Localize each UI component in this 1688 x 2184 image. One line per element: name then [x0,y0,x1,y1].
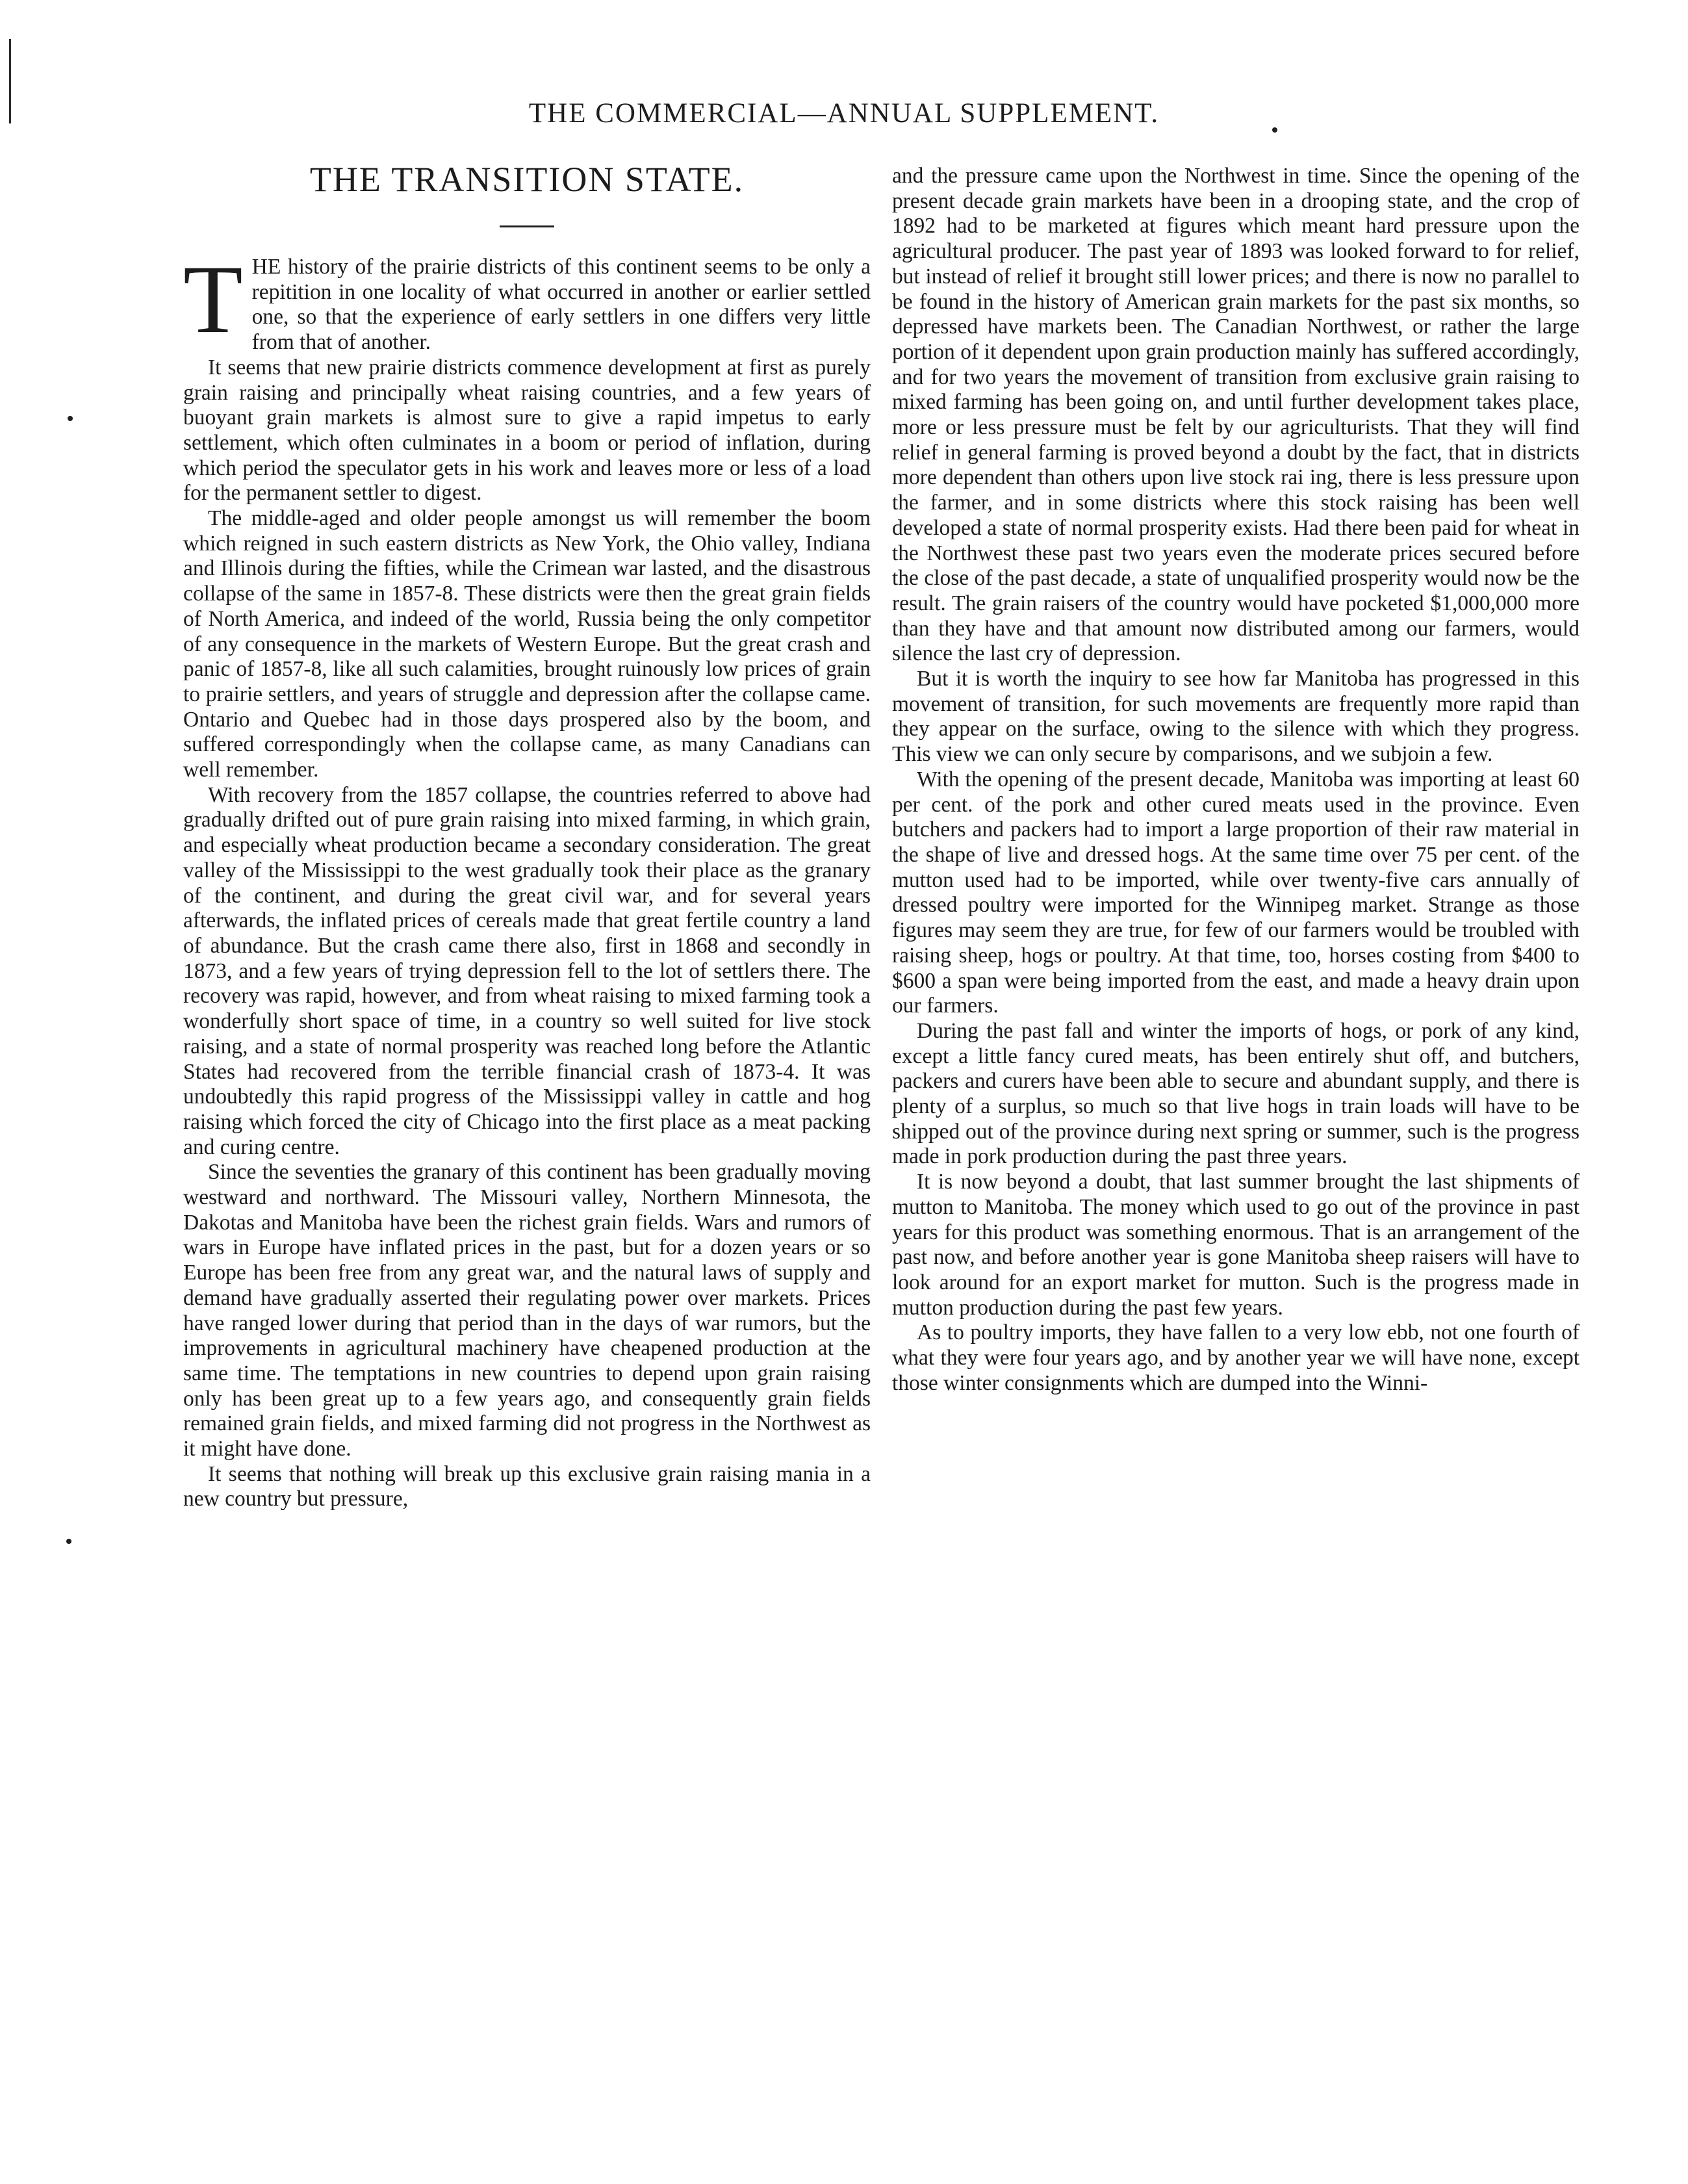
paragraph: It seems that nothing will break up this exclusive grain raising mania in a new country but pressure, [183,1461,871,1511]
print-mark [68,416,73,421]
paragraph: During the past fall and winter the imports of hogs, or pork of any kind, except a little fancy cured meats, has been entirely shut off, and butchers, packers and curers have been able to secure and abundant supply, and there is plenty of a surplus, so much so that live hogs in train loads will have to be shipped out of the province during next spring or summer, such is the progress made in pork production during the past three years. [892,1018,1579,1169]
paragraph: But it is worth the inquiry to see how far Manitoba has progressed in this movement of transition, for such movements are frequently more rapid than they appear on the surface, owing to the silence with which they progress. This view we can only secure by comparisons, and we subjoin a few. [892,667,1579,767]
drop-cap: T [183,246,243,353]
paragraph: It is now beyond a doubt, that last summer brought the last shipments of mutton to Manitoba. The money which used to go out of the province in past years for this product was something enormous. That is an arrangement of the past now, and before another year is gone Manitoba sheep raisers will have to look around for an export market for mutton. Such is the progress made in mutton production during the past few years. [892,1170,1579,1320]
paragraph: As to poultry imports, they have fallen to a very low ebb, not one fourth of what they were four years ago, and by another year we will have none, except those winter consignments which are dumped into the Winni- [892,1320,1579,1395]
left-column [183,159,871,1512]
running-header-title: THE COMMERCIAL—ANNUAL SUPPLEMENT. [528,98,1160,129]
print-mark [1272,127,1277,133]
paragraph: and the pressure came upon the Northwest in time. Since the opening of the present decade grain markets have been in a drooping state, and the crop of 1892 had to be marketed at figures which meant hard pressure upon the agricultural producer. The past year of 1893 was looked forward to for relief, but instead of relief it brought still lower prices; and there is now no parallel to be found in the history of American grain markets for the past six months, so depressed have markets been. The Canadian Northwest, or rather the large portion of it dependent upon grain production mainly has suffered accordingly, and for two years the movement of transition from exclusive grain raising to mixed farming has been going on, and until further development takes place, more or less pressure must be felt by our agriculturists. That they will find relief in general farming is proved beyond a doubt by the fact, that in districts more dependent than others upon live stock rai ing, there is less pressure upon the farmer, and in some districts where this stock raising has been well developed a state of normal prosperity exists. Had there been paid for wheat in the Northwest these past two years even the moderate prices secured before the close of the past decade, a state of unqualified prosperity would now be the result. The grain raisers of the country would have pocketed $1,000,000 more than they have and that amount now distributed among our farmers, would silence the last cry of depression. [892,164,1579,666]
paragraph: The middle-aged and older people amongst us will remember the boom which reigned in such eastern districts as New York, the Ohio valley, Indiana and Illinois during the fifties, while the Crimean war lasted, and the disastrous collapse of the same in 1857-8. These districts were then the great grain fields of North America, and indeed of the world, Russia being the only competitor of any consequence in the markets of Western Europe. But the great crash and panic of 1857-8, like all such calamities, brought ruinously low prices of grain to prairie settlers, and years of struggle and depression after the collapse came. Ontario and Quebec had in those days prospered also by the boom, and suffered correspondingly when the collapse came, as many Canadians can well remember. [183,506,871,782]
title-rule [500,225,554,227]
paragraph: With recovery from the 1857 collapse, the countries referred to above had gradually drifted out of pure grain raising into mixed farming, in which grain, and especially wheat production became a secondary consideration. The great valley of the Mississippi to the west gradually took their place as the granary of the continent, and during the great civil war, and for several years afterwards, the inflated prices of cereals made that great fertile country a land of abundance. But the crash came there also, first in 1868 and secondly in 1873, and a few years of trying depression fell to the lot of settlers there. The recovery was rapid, however, and from wheat raising to mixed farming took a wonderfully short space of time, in a country so well suited for live stock raising, and a state of normal prosperity was reached long before the Atlantic States had recovered from the terrible financial crash of 1873-4. It was undoubtedly this rapid progress of the Mississippi valley in cattle and hog raising which forced the city of Chicago into the first place as a meat packing and curing centre. [183,782,871,1159]
paragraph: Since the seventies the granary of this continent has been gradually moving westward and northward. The Missouri valley, Northern Minnesota, the Dakotas and Manitoba have been the richest grain fields. Wars and rumors of wars in Europe have inflated prices in the past, but for a dozen years or so Europe has been free from any great war, and the natural laws of supply and demand have gradually asserted their regulating power over markets. Prices have ranged lower during that period than in the days of war rumors, but the improvements in agricultural machinery have cheapened production at the same time. The temptations in new countries to depend upon grain raising only has been great up to a few years ago, and consequently grain fields remained grain fields, and mixed farming did not progress in the Northwest as it might have done. [183,1160,871,1461]
running-header [0,97,1688,129]
right-column [892,164,1579,1396]
paragraph: It seems that new prairie districts commence development at first as purely grain raising and principally wheat raising countries, and a few years of buoyant grain markets is almost sure to give a rapid impetus to early settlement, which often culminates in a boom or period of inflation, during which period the speculator gets in his work and leaves more or less of a load for the permanent settler to digest. [183,355,871,506]
paragraph [183,246,871,355]
paragraph-text: HE history of the prairie districts of this continent seems to be only a repitition in one locality of what occurred in another or earlier settled one, so that the experience of early settlers in one differs very little from that of another. [251,255,871,355]
article-title: THE TRANSITION STATE. [309,160,745,199]
paragraph: With the opening of the present decade, Manitoba was importing at least 60 per cent. of the pork and other cured meats used in the province. Even butchers and packers had to import a large proportion of their raw material in the shape of live and dressed hogs. At the same time over 75 per cent. of the mutton used had to be imported, while over twenty-five cars annually of dressed poultry were imported for the Winnipeg market. Strange as those figures may seem they are true, for few of our farmers would be troubled with raising sheep, hogs or poultry. At that time, too, horses costing from $400 to $600 a span were being imported from the east, and made a heavy drain upon our farmers. [892,767,1579,1018]
print-mark [66,1539,71,1544]
